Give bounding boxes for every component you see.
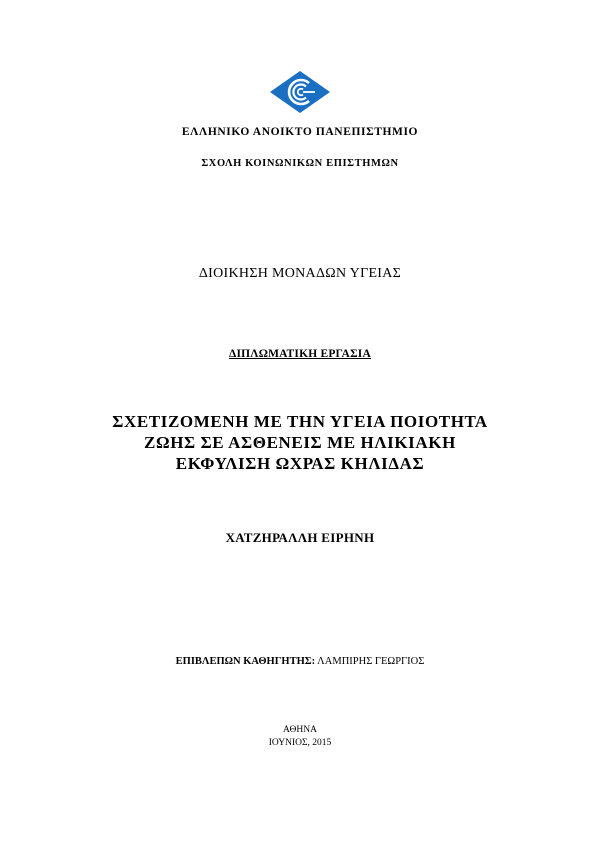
eap-logo-icon [269, 70, 331, 114]
thesis-title [0, 411, 600, 474]
author-name: ΧΑΤΖΗΡΑΛΛΗ ΕΙΡΗΝΗ [225, 530, 375, 545]
university-name: ΕΛΛΗΝΙΚΟ ΑΝΟΙΚΤΟ ΠΑΝΕΠΙΣΤΗΜΙΟ [181, 126, 419, 138]
supervisor-name: ΛΑΜΠΙΡΗΣ ΓΕΩΡΓΙΟΣ [317, 656, 425, 667]
supervisor-line [0, 656, 600, 667]
supervisor-label: ΕΠΙΒΛΕΠΩΝ ΚΑΘΗΓΗΤΗΣ: [175, 656, 316, 667]
place: ΑΘΗΝΑ [283, 725, 317, 735]
thesis-title-line: ΖΩΗΣ ΣΕ ΑΣΘΕΝΕΙΣ ΜΕ ΗΛΙΚΙΑΚΗ [144, 433, 456, 452]
thesis-type-label: ΔΙΠΛΩΜΑΤΙΚΗ ΕΡΓΑΣΙΑ [229, 348, 371, 360]
submission-date: ΙΟΥΝΙΟΣ, 2015 [268, 738, 332, 748]
program-name: ΔΙΟΙΚΗΣΗ ΜΟΝΑΔΩΝ ΥΓΕΙΑΣ [198, 266, 402, 281]
thesis-title-line: ΣΧΕΤΙΖΟΜΕΝΗ ΜΕ ΤΗΝ ΥΓΕΙΑ ΠΟΙΟΤΗΤΑ [112, 412, 488, 431]
thesis-title-line: ΕΚΦΥΛΙΣΗ ΩΧΡΑΣ ΚΗΛΙΔΑΣ [175, 454, 425, 473]
school-name: ΣΧΟΛΗ ΚΟΙΝΩΝΙΚΩΝ ΕΠΙΣΤΗΜΩΝ [201, 158, 399, 169]
thesis-type-heading [0, 348, 600, 360]
